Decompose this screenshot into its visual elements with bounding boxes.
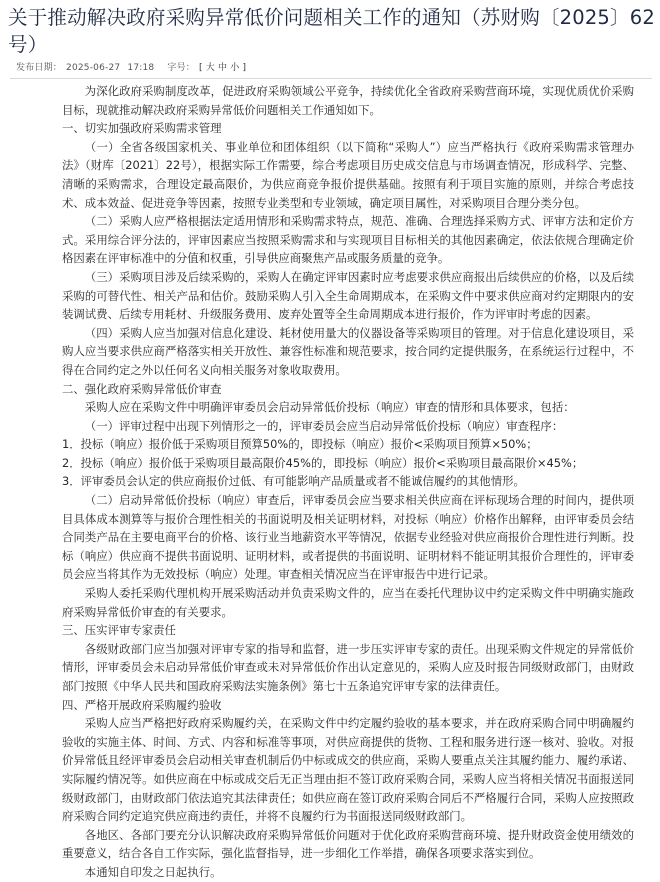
title-divider <box>10 78 652 79</box>
font-size-label: 字号： <box>167 63 195 73</box>
body-paragraph: （三）采购项目涉及后续采购的，采购人在确定评审因素时应考虑要求供应商报出后续供应的价格，以及后续采购的可替代性、相关产品和估价。鼓励采购人引入全生命周期成本，在采购文件中要求供应商对约定期限内的安装调试费、后续专用耗材、升级服务费用、废弃处置等全生命周期成本进行报价，作为评审时考虑的因素。 <box>62 269 634 322</box>
font-size-control[interactable]: [ 大 中 小 ] <box>199 63 247 73</box>
section-heading: 一、切实加强政府采购需求管理 <box>62 121 222 136</box>
article-meta <box>16 60 250 73</box>
body-paragraph: 各地区、各部门要充分认识解决政府采购异常低价问题对于优化政府采购营商环境、提升财政资金使用绩效的重要意义，结合各自工作实际，强化监督指导，进一步细化工作举措，确保各项要求落实到位。 <box>62 827 634 861</box>
body-paragraph: 各级财政部门应当加强对评审专家的指导和监督，进一步压实评审专家的责任。出现采购文件规定的异常低价情形，评审委员会未启动异常低价审查或未对异常低价作出认定意见的，采购人应及时报告同级财政部门，由财政部门按照《中华人民共和国政府采购法实施条例》第七十五条追究评审专家的法律责任。 <box>62 641 634 693</box>
body-paragraph: （二）启动异常低价投标（响应）审查后，评审委员会应当要求相关供应商在评标现场合理的时间内，提供项目具体成本测算等与报价合理性相关的书面说明及相关证明材料，对投标（响应）价格作出解释，由评审委员会结合同类产品在主要电商平台的价格、该行业当地薪资水平等情况，依据专业经验对供应商报价合理性进行判断。投标（响应）供应商不提供书面说明、证明材料，或者提供的书面说明、证明材料不能证明其报价合理性的，评审委员会应当将其作为无效投标（响应）处理。审查相关情况应当在评审报告中进行记录。 <box>62 493 634 582</box>
section-heading: 三、压实评审专家责任 <box>62 623 176 638</box>
publish-time: 17:18 <box>127 63 155 73</box>
body-paragraph: （四）采购人应当加强对信息化建设、耗材使用量大的仪器设备等采购项目的管理。对于信息化建设项目，采购人应当要求供应商严格落实相关开放性、兼容性标准和规范要求，按合同约定提供服务，在系统运行过程中，不得在合同约定之外以任何名义向相关服务对象收取费用。 <box>62 325 634 377</box>
body-paragraph: 本通知自印发之日起执行。 <box>84 864 222 879</box>
publish-date: 2025-06-27 <box>66 63 121 73</box>
body-paragraph: （一）全省各级国家机关、事业单位和团体组织（以下简称“采购人”）应当严格执行《政府采购需求管理办法》（财库〔2021〕22号），根据实际工作需要，综合考虑项目历史成交信息与市场调查情况，形成科学、完整、清晰的采购需求，合理设定最高限价，为供应商竞争报价提供基础。按照有利于项目实施的原则，并综合考虑技术、成本效益、促进竞争等因素，按照专业类型和专业领域，确定项目属性，对采购项目合理分类分包。 <box>62 139 634 210</box>
body-paragraph: （一）评审过程中出现下列情形之一的，评审委员会应当启动异常低价投标（响应）审查程序： <box>84 418 564 433</box>
body-paragraph: 采购人委托采购代理机构开展采购活动并负责采购文件的，应当在委托代理协议中约定采购文件中明确实施政府采购异常低价审查的有关要求。 <box>62 586 634 619</box>
list-item: 2．投标（响应）报价低于采购项目最高限价45%的，即投标（响应）报价<采购项目最高限价×45%； <box>62 455 584 470</box>
publish-date-label: 发布日期： <box>16 63 63 73</box>
article-body <box>62 82 634 882</box>
body-paragraph: （二）采购人应严格根据法定适用情形和采购需求特点，规范、准确、合理选择采购方式、评审方法和定价方式。采用综合评分法的，评审因素应当按照采购需求和与实现项目目标相关的其他因素确定，依法依规合理确定价格因素在评审标准中的分值和权重，引导供应商聚焦产品或服务质量的竞争。 <box>62 214 634 266</box>
body-paragraph: 采购人应在采购文件中明确评审委员会启动异常低价投标（响应）审查的情形和具体要求，包括： <box>84 400 575 415</box>
body-paragraph: 采购人应当严格把好政府采购履约关，在采购文件中约定履约验收的基本要求，并在政府采购合同中明确履约验收的实施主体、时间、方式、内容和标准等事项，对供应商提供的货物、工程和服务进行逐一核对、验收。对报价异常低且经评审委员会启动相关审查机制后仍中标或成交的供应商，采购人要重点关注其履约能力、履约承诺、实际履约情况等。如供应商在中标或成交后无正当理由拒不签订政府采购合同，采购人应当将相关情况书面报送同级财政部门，由财政部门依法追究其法律责任；如供应商在签订政府采购合同后不严格履行合同，采购人应按照政府采购合同约定追究供应商违约责任，并将不良履约行为书面报送同级财政部门。 <box>62 716 634 824</box>
body-paragraph: 为深化政府采购制度改革，促进政府采购领域公平竞争，持续优化全省政府采购营商环境，实现优质优价采购目标，现就推动解决政府采购异常低价问题相关工作通知如下。 <box>62 84 634 117</box>
list-item: 3．评审委员会认定的供应商报价过低、有可能影响产品质量或者不能诚信履约的其他情形。 <box>62 474 525 489</box>
section-heading: 四、严格开展政府采购履约验收 <box>62 697 222 712</box>
section-heading: 二、强化政府采购异常低价审查 <box>62 381 222 396</box>
page-title: 关于推动解决政府采购异常低价问题相关工作的通知（苏财购〔2025〕62号） <box>8 6 655 56</box>
list-item: 1．投标（响应）报价低于采购项目预算50%的，即投标（响应）报价<采购项目预算×50%； <box>62 437 538 452</box>
